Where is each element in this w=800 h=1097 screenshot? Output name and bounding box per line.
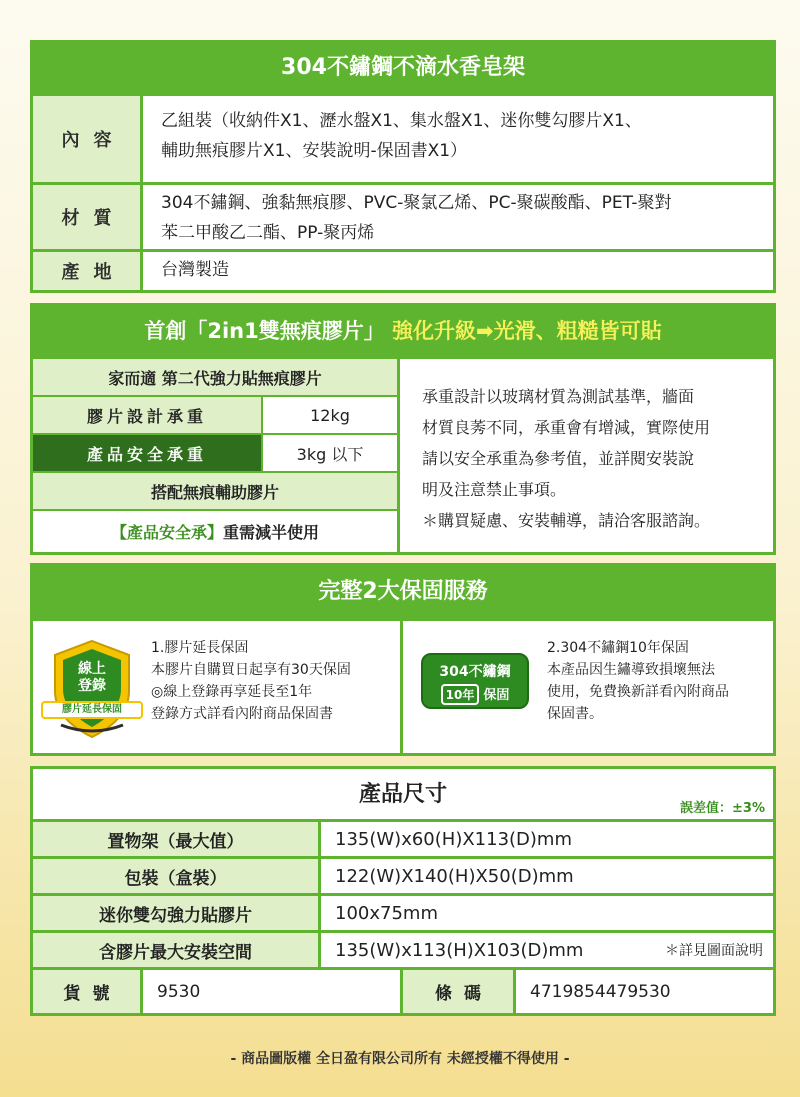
design-load-label: 膠片設計承重 [33,397,261,433]
spec-value-line: 乙組裝（收納件X1、瀝水盤X1、集水盤X1、迷你雙勾膠片X1、 [161,111,642,131]
description-line: ＊購買疑慮、安裝輔導，請洽客服諮詢。 [422,511,711,530]
spec-section [30,40,776,293]
dim-value: 122(W)X140(H)X50(D)mm [321,859,773,893]
spec-value: 台灣製造 [143,252,773,290]
dim-label: 置物架（最大值） [33,822,318,856]
warranty-title: 完整2大保固服務 [318,579,488,604]
badge-text [41,661,143,695]
warranty-right-panel [403,621,773,753]
dim-value [321,933,773,967]
spec-value-line: 304不鏽鋼、強黏無痕膠、PVC-聚氯乙烯、PC-聚碳酸酯、PET-聚對 [161,193,672,213]
warranty-left-panel [33,621,400,753]
load-note [33,511,397,552]
dim-value: 100x75mm [321,896,773,930]
load-description [400,359,773,552]
description-line: 承重設計以玻璃材質為測試基準，牆面 [422,387,695,406]
warranty-line: 保固書。 [547,706,603,722]
warranty-line: 本產品因生鏽導致損壞無法 [547,662,715,678]
adhesive-title [30,303,776,359]
spec-value [143,96,773,182]
warranty-line: 1.膠片延長保固 [151,640,249,656]
spec-label: 產地 [33,252,140,290]
badge-line: 線上 [78,661,106,677]
dimensions-title: 產品尺寸 [358,782,447,807]
dimensions-section [30,766,776,1016]
design-load-value: 12kg [263,397,397,433]
barcode-value: 4719854479530 [516,970,773,1013]
description-line: 請以安全承重為參考值，並詳閱安裝說 [422,449,695,468]
description-line: 材質良莠不同，承重會有增減，實際使用 [422,418,711,437]
dimensions-header [33,769,773,819]
load-note-text: 重需減半使用 [223,523,320,542]
item-no-value: 9530 [143,970,400,1013]
safe-load-value: 3kg 以下 [263,435,397,471]
badge-years-row [423,684,527,705]
adhesive-section [30,303,776,555]
warranty-section [30,563,776,756]
spec-label: 內容 [33,96,140,182]
copyright-footer: - 商品圖版權 全日盈有限公司所有 未經授權不得使用 - [230,1051,570,1067]
warranty-line: 登錄方式詳看內附商品保固書 [151,706,333,722]
dim-label: 包裝（盒裝） [33,859,318,893]
warranty-line: ◎線上登錄再享延長至1年 [151,684,313,700]
aux-adhesive-label: 搭配無痕輔助膠片 [33,473,397,509]
dim-value: 135(W)x60(H)X113(D)mm [321,822,773,856]
warranty-line: 使用，免費換新詳看內附商品 [547,684,729,700]
warranty-line: 2.304不鏽鋼10年保固 [547,640,689,656]
spec-row-material [33,185,773,249]
product-title: 304不鏽鋼不滴水香皂架 [281,55,525,80]
badge-title: 304不鏽鋼 [439,664,511,680]
spec-value-line: 輔助無痕膠片X1、安裝說明-保固書X1） [161,141,468,161]
online-register-badge [41,639,143,739]
spec-row-contents [33,96,773,182]
adhesive-header: 家而適 第二代強力貼無痕膠片 [33,359,397,395]
steel-warranty-badge [421,653,529,709]
spec-label: 材質 [33,185,140,249]
dim-label: 含膠片最大安裝空間 [33,933,318,967]
warranty-right-text [547,637,729,725]
dim-label: 迷你雙勾強力貼膠片 [33,896,318,930]
spec-row-origin [33,252,773,290]
badge-years: 10年 [441,684,480,705]
description-line: 明及注意禁止事項。 [422,480,567,499]
warranty-left-text [151,637,351,725]
load-note-highlight: 【產品安全承】 [110,523,223,542]
barcode-label: 條碼 [403,970,513,1013]
item-no-label: 貨號 [33,970,140,1013]
adhesive-title-highlight: 強化升級➡光滑、粗糙皆可貼 [392,319,662,343]
badge-ribbon: 膠片延長保固 [41,701,143,719]
warranty-line: 本膠片自購買日起享有30天保固 [151,662,351,678]
spec-value [143,185,773,249]
tolerance-note: 誤差值：±3% [680,801,765,816]
dim-note: ＊詳見圖面說明 [665,943,763,959]
adhesive-title-main: 首創「2in1雙無痕膠片」 [144,319,385,343]
spec-value-line: 苯二甲酸乙二酯、PP-聚丙烯 [161,223,375,243]
badge-word: 保固 [483,688,510,703]
badge-line: 登錄 [78,678,106,694]
safe-load-label: 產品安全承重 [33,435,261,471]
dim-value-text: 135(W)x113(H)X103(D)mm [335,939,584,961]
